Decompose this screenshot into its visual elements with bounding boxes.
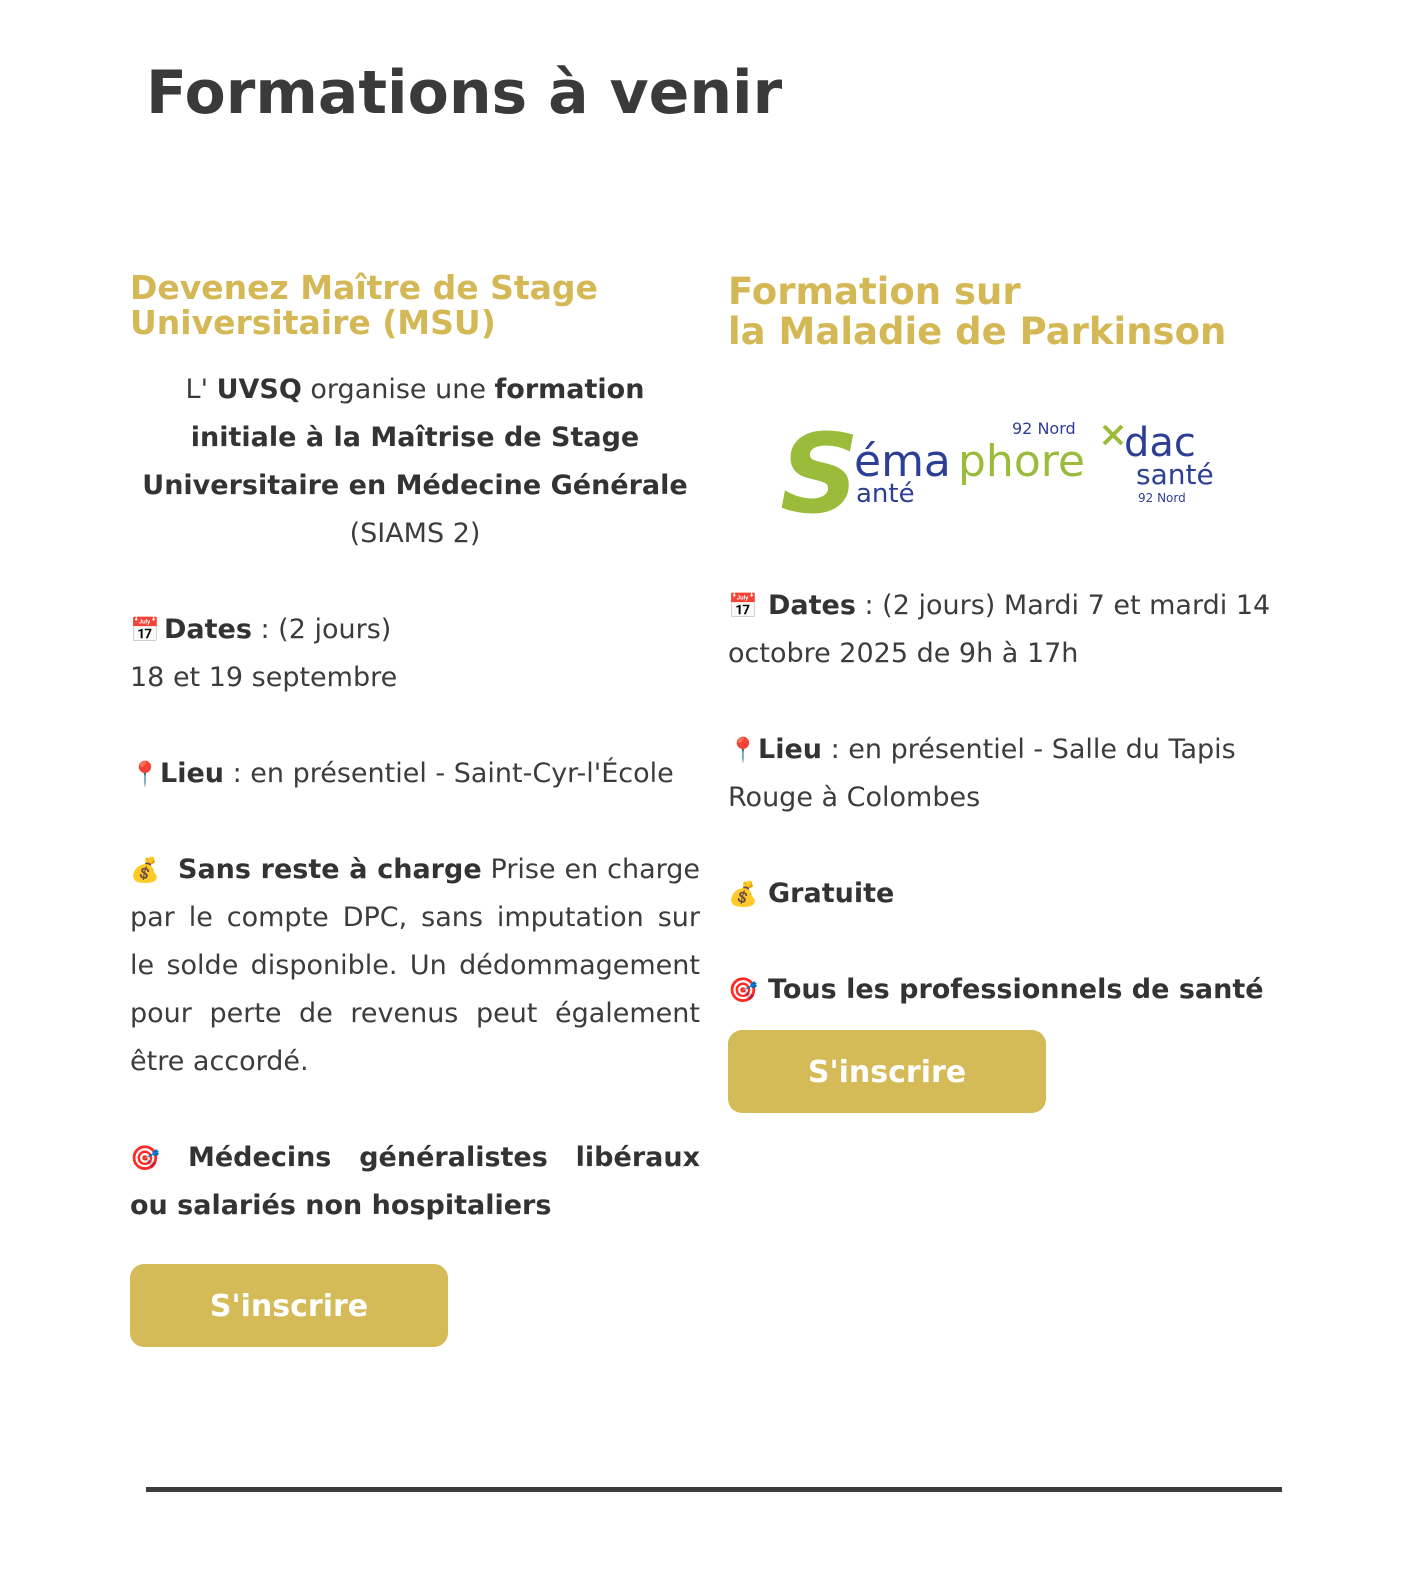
parkinson-card-title: [728, 272, 1308, 352]
lieu-value: : en présentiel - Salle du Tapis Rouge à Colombes: [728, 734, 1236, 813]
msu-target: [130, 1134, 700, 1230]
section-divider: [146, 1487, 1282, 1492]
parkinson-dates: [728, 582, 1308, 678]
msu-cost: [130, 846, 700, 1086]
semaphore-logo-region: 92 Nord: [1012, 419, 1076, 438]
msu-lieu: [130, 750, 700, 798]
parkinson-title-line2: la Maladie de Parkinson: [728, 310, 1227, 353]
parkinson-register-button[interactable]: S'inscrire: [728, 1030, 1046, 1113]
intro-suffix: (SIAMS 2): [349, 518, 481, 549]
dac-logo-text: dac: [1124, 420, 1196, 466]
pin-icon: 📍: [728, 736, 758, 764]
msu-register-button[interactable]: S'inscrire: [130, 1264, 448, 1347]
lieu-value: : en présentiel - Saint-Cyr-l'École: [224, 758, 674, 789]
semaphore-logo-ante: anté: [856, 479, 915, 509]
dates-value: : (2 jours): [251, 614, 392, 645]
msu-card-title: [130, 270, 700, 340]
parkinson-target: [728, 966, 1308, 1014]
dac-logo-region: 92 Nord: [1138, 491, 1186, 505]
dates-value: : (2 jours) Mardi 7 et mardi 14 octobre 2025 de 9h à 17h: [728, 590, 1271, 669]
calendar-icon: 📅: [130, 616, 160, 644]
lieu-label: Lieu: [758, 734, 822, 765]
target-text: Tous les professionnels de santé: [768, 974, 1264, 1005]
money-bag-icon: 💰: [130, 856, 160, 884]
intro-org: UVSQ: [216, 374, 302, 405]
msu-title-line2: Universitaire (MSU): [130, 303, 496, 342]
calendar-icon: 📅: [728, 592, 758, 620]
cost-label: Gratuite: [768, 878, 895, 909]
msu-training-card: [130, 270, 700, 1347]
cost-label: Sans reste à charge: [178, 854, 482, 885]
msu-title-line1: Devenez Maître de Stage: [130, 268, 598, 307]
intro-mid: organise une: [301, 374, 495, 405]
dates-label: Dates: [164, 614, 252, 645]
dac-logo-sante: santé: [1136, 458, 1214, 491]
partner-logos: [780, 404, 1250, 524]
lieu-label: Lieu: [160, 758, 224, 789]
cost-text: Prise en charge par le compte DPC, sans imputation sur le solde disponible. Un dédommagement pour perte de revenus peut également être accordé.: [130, 854, 700, 1077]
parkinson-cost: [728, 870, 1308, 918]
parkinson-title-line1: Formation sur: [728, 270, 1021, 313]
parkinson-training-card: [728, 272, 1308, 1113]
target-text: Médecins généralistes libéraux ou salariés non hospitaliers: [130, 1142, 700, 1221]
msu-dates: [130, 606, 700, 702]
dates-value-line2: 18 et 19 septembre: [130, 662, 398, 693]
money-bag-icon: 💰: [728, 880, 758, 908]
dac-cross-icon: [1104, 426, 1122, 444]
semaphore-logo-phore: phore: [958, 436, 1085, 487]
semaphore-dac-logo: [780, 404, 1250, 524]
target-icon: 🎯: [728, 976, 758, 1004]
semaphore-logo-ema: éma: [854, 436, 951, 487]
semaphore-logo-s: S: [780, 410, 860, 524]
target-icon: 🎯: [130, 1144, 160, 1172]
intro-prefix: L': [185, 374, 217, 405]
page-title: Formations à venir: [146, 58, 783, 128]
pin-icon: 📍: [130, 760, 160, 788]
msu-intro: [130, 366, 700, 558]
dates-label: Dates: [768, 590, 856, 621]
parkinson-lieu: [728, 726, 1308, 822]
intro-bold: formation initiale à la Maîtrise de Stage Universitaire en Médecine Générale: [142, 374, 688, 501]
